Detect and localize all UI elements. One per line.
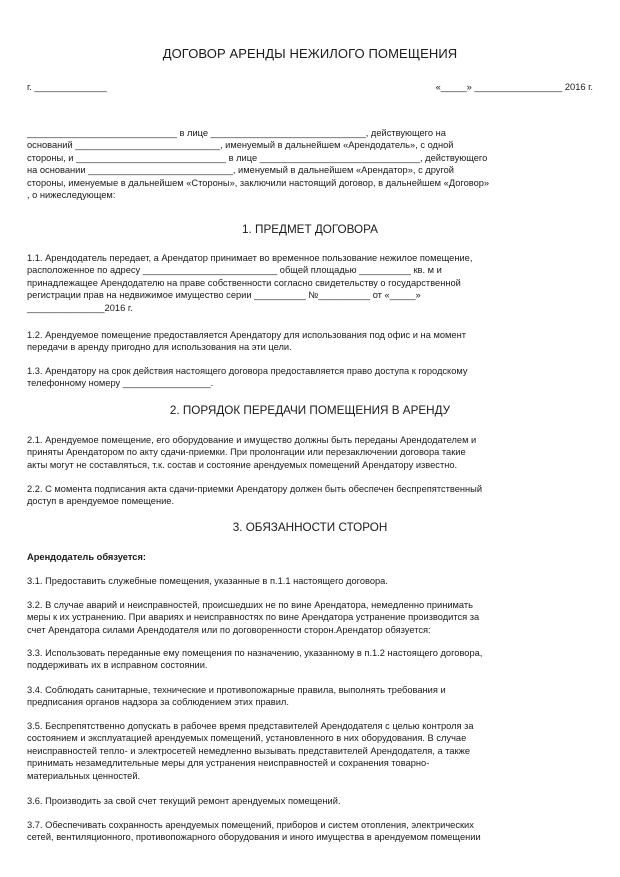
clause-3-1: 3.1. Предоставить служебные помещения, указанные в п.1.1 настоящего договора. (27, 576, 388, 586)
section-2-title: 2. ПОРЯДОК ПЕРЕДАЧИ ПОМЕЩЕНИЯ В АРЕНДУ (169, 404, 451, 417)
clause-3-6: 3.6. Производить за свой счет текущий ремонт арендуемых помещений. (27, 796, 341, 806)
lessor-obligations-heading: Арендодатель обязуется: (27, 552, 146, 562)
clause-3-5: 3.5. Беспрепятственно допускать в рабочее время представителей Арендодателя с целью контроля за состоянием и эксплуатацией арендуемых помещений, установленного в них оборудования. В случае неисправностей тепло- и электросетей немедленно вызывать представителей Арендодателя, а также принимать незамедлительные меры для устранения неисправностей и сохранения товарно- материальных ценностей. (27, 721, 474, 781)
clause-1-1: 1.1. Арендодатель передает, а Арендатор принимает во временное пользование нежилое помещение, расположенное по адресу __________________________ общей площадью __________ кв. м и принадлежащее Арендодателю на праве собственности согласно свидетельству о государственной регистрации прав на недвижимое имущество серии __________ №__________ от «_____» _______________2016 г. (27, 253, 473, 313)
clause-2-1: 2.1. Арендуемое помещение, его оборудование и имущество должны быть переданы Арендодателем и приняты Арендатором по акту сдачи-приемки. При пролонгации или перезаключении договора такие акты могут не составляться, т.к. состав и состояние арендуемых помещений Арендатору известно. (27, 435, 477, 470)
clause-2-2: 2.2. С момента подписания акта сдачи-приемки Арендатору должен быть обеспечен беспрепятственный доступ в арендуемое помещение. (27, 484, 483, 507)
document-title: ДОГОВОР АРЕНДЫ НЕЖИЛОГО ПОМЕЩЕНИЯ (162, 46, 458, 61)
clause-3-7: 3.7. Обеспечивать сохранность арендуемых помещений, приборов и систем отопления, электрических сетей, вентиляционного, противопожарного оборудования и иного имущества в арендуемом помещении (27, 820, 481, 843)
clause-3-4: 3.4. Соблюдать санитарные, технические и противопожарные правила, выполнять требования и предписания органов надзора за соблюдением этих правил. (27, 685, 446, 708)
city-field: г. ______________ (27, 82, 107, 92)
section-1-title: 1. ПРЕДМЕТ ДОГОВОРА (242, 223, 378, 236)
clause-3-2: 3.2. В случае аварий и неисправностей, происшедших не по вине Арендатора, немедленно принимать меры к их устранению. При авариях и неисправностях по вине Арендатора устранение производится за счет Арендатора силами Арендодателя или по договоренности сторон.Арендатор обязуется: (27, 600, 480, 635)
clause-1-2: 1.2. Арендуемое помещение предоставляется Арендатору для использования под офис и на момент передачи в аренду пригодно для использования на эти цели. (27, 330, 466, 353)
preamble: _____________________________ в лице ______________________________, действующего на оснований ____________________________, именуемый в дальнейшем «Арендодатель», с одной стороны, и _____________________________ в лице _______________________________, действующего на основании ____________________________, именуемый в дальнейшем «Арендатор», с другой стороны, именуемые в дальнейшем «Стороны», заключили настоящий договор, в дальнейшем «Договор» , о нижеследующем: (27, 128, 490, 201)
section-3-title: 3. ОБЯЗАННОСТИ СТОРОН (232, 521, 388, 534)
date-field: «_____» _________________ 2016 г. (435, 82, 593, 92)
clause-3-3: 3.3. Использовать переданные ему помещения по назначению, указанному в п.1.2 настоящего договора, поддерживать их в исправном состоянии. (27, 648, 483, 671)
clause-1-3: 1.3. Арендатору на срок действия настоящего договора предоставляется право доступа к городскому телефонному номеру _________________. (27, 366, 468, 389)
